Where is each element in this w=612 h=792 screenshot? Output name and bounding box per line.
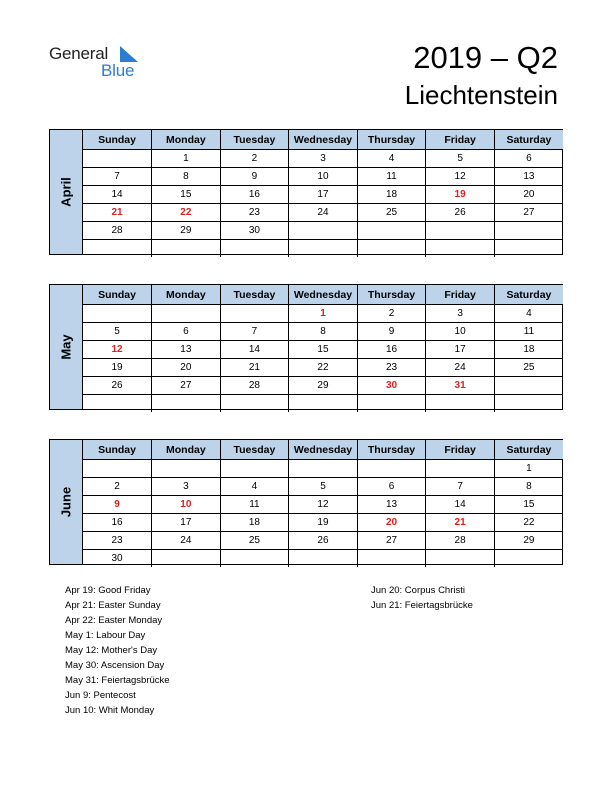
day-cell: 13 — [494, 168, 563, 186]
day-cell: 23 — [220, 204, 289, 222]
day-cell — [426, 395, 495, 413]
day-cell: 1 — [152, 150, 221, 168]
day-cell — [220, 305, 289, 323]
day-cell: 9 — [357, 323, 426, 341]
weekday-header: Wednesday — [289, 440, 358, 460]
week-row — [83, 168, 563, 186]
day-cell: 15 — [494, 496, 563, 514]
day-cell: 20 — [357, 514, 426, 532]
month-name: June — [58, 486, 74, 518]
day-cell — [289, 550, 358, 568]
day-cell: 29 — [152, 222, 221, 240]
day-cell: 17 — [152, 514, 221, 532]
calendar-grid — [83, 285, 563, 412]
day-cell: 25 — [220, 532, 289, 550]
week-row — [83, 305, 563, 323]
day-cell — [152, 395, 221, 413]
day-cell — [83, 240, 152, 258]
day-cell: 26 — [426, 204, 495, 222]
day-cell — [357, 395, 426, 413]
month-calendar-june — [49, 439, 563, 565]
week-row — [83, 323, 563, 341]
weekday-header: Friday — [426, 440, 495, 460]
weekday-header: Saturday — [494, 285, 563, 305]
week-row — [83, 496, 563, 514]
day-cell: 16 — [220, 186, 289, 204]
month-calendar-may — [49, 284, 563, 410]
day-cell: 10 — [289, 168, 358, 186]
day-cell: 18 — [494, 341, 563, 359]
weekday-header: Monday — [152, 130, 221, 150]
holiday-entry: May 12: Mother's Day — [65, 645, 158, 656]
logo-triangle-icon — [120, 46, 138, 62]
month-name: May — [58, 334, 74, 360]
day-cell: 11 — [494, 323, 563, 341]
day-cell — [152, 305, 221, 323]
day-cell: 28 — [426, 532, 495, 550]
day-cell: 24 — [152, 532, 221, 550]
week-row — [83, 204, 563, 222]
day-cell: 26 — [289, 532, 358, 550]
day-cell: 12 — [289, 496, 358, 514]
day-cell: 22 — [152, 204, 221, 222]
weekday-header: Tuesday — [220, 440, 289, 460]
day-cell: 16 — [357, 341, 426, 359]
day-cell — [494, 222, 563, 240]
day-cell: 15 — [289, 341, 358, 359]
day-cell — [357, 222, 426, 240]
week-row — [83, 460, 563, 478]
holiday-list-left — [65, 583, 170, 718]
day-cell: 28 — [83, 222, 152, 240]
month-name: April — [58, 177, 74, 207]
day-cell — [289, 460, 358, 478]
day-cell: 18 — [357, 186, 426, 204]
day-cell: 22 — [289, 359, 358, 377]
day-cell: 5 — [426, 150, 495, 168]
day-cell — [289, 240, 358, 258]
day-cell: 23 — [357, 359, 426, 377]
holiday-entry: Jun 9: Pentecost — [65, 690, 136, 701]
day-cell: 2 — [357, 305, 426, 323]
day-cell: 10 — [152, 496, 221, 514]
holiday-entry: Jun 21: Feiertagsbrücke — [371, 600, 473, 611]
day-cell: 16 — [83, 514, 152, 532]
week-row — [83, 478, 563, 496]
holiday-entry: Apr 21: Easter Sunday — [65, 600, 161, 611]
page-title: 2019 – Q2 — [413, 40, 558, 75]
day-cell — [152, 460, 221, 478]
week-row — [83, 395, 563, 413]
weekday-header: Saturday — [494, 440, 563, 460]
day-cell — [83, 305, 152, 323]
day-cell — [83, 150, 152, 168]
day-cell — [152, 240, 221, 258]
day-cell: 23 — [83, 532, 152, 550]
day-cell — [220, 240, 289, 258]
holiday-entry: Jun 20: Corpus Christi — [371, 585, 465, 596]
day-cell: 8 — [152, 168, 221, 186]
day-cell: 15 — [152, 186, 221, 204]
country-name: Liechtenstein — [404, 80, 558, 110]
day-cell — [357, 550, 426, 568]
day-cell: 25 — [357, 204, 426, 222]
day-cell: 5 — [83, 323, 152, 341]
week-row — [83, 550, 563, 568]
day-cell: 4 — [220, 478, 289, 496]
day-cell: 27 — [494, 204, 563, 222]
day-cell — [83, 395, 152, 413]
day-cell: 1 — [289, 305, 358, 323]
week-row — [83, 150, 563, 168]
day-cell: 25 — [494, 359, 563, 377]
day-cell — [220, 395, 289, 413]
holiday-entry: May 30: Ascension Day — [65, 660, 165, 671]
day-cell — [494, 550, 563, 568]
day-cell: 20 — [494, 186, 563, 204]
holiday-entry: Apr 19: Good Friday — [65, 585, 151, 596]
day-cell: 4 — [494, 305, 563, 323]
week-row — [83, 341, 563, 359]
day-cell — [494, 240, 563, 258]
day-cell: 7 — [220, 323, 289, 341]
day-cell: 29 — [494, 532, 563, 550]
day-cell: 8 — [289, 323, 358, 341]
day-cell — [83, 460, 152, 478]
day-cell: 24 — [426, 359, 495, 377]
weekday-header: Thursday — [357, 285, 426, 305]
day-cell: 14 — [426, 496, 495, 514]
day-cell: 20 — [152, 359, 221, 377]
day-cell — [289, 395, 358, 413]
holiday-entry: May 31: Feiertagsbrücke — [65, 675, 170, 686]
weekday-header: Monday — [152, 285, 221, 305]
day-cell: 2 — [83, 478, 152, 496]
weekday-header: Wednesday — [289, 285, 358, 305]
weekday-header: Tuesday — [220, 285, 289, 305]
day-cell: 27 — [357, 532, 426, 550]
calendar-grid — [83, 130, 563, 257]
day-cell — [289, 222, 358, 240]
day-cell — [426, 222, 495, 240]
logo-general-text: General — [49, 44, 109, 63]
day-cell — [220, 460, 289, 478]
day-cell: 5 — [289, 478, 358, 496]
day-cell — [426, 550, 495, 568]
day-cell: 21 — [426, 514, 495, 532]
day-cell: 14 — [220, 341, 289, 359]
day-cell: 7 — [426, 478, 495, 496]
week-row — [83, 514, 563, 532]
day-cell: 19 — [426, 186, 495, 204]
day-cell: 8 — [494, 478, 563, 496]
weekday-header: Thursday — [357, 440, 426, 460]
day-cell — [426, 460, 495, 478]
month-label — [50, 440, 83, 564]
day-cell: 18 — [220, 514, 289, 532]
day-cell — [220, 550, 289, 568]
logo-blue-text: Blue — [101, 61, 135, 80]
day-cell — [357, 240, 426, 258]
day-cell: 29 — [289, 377, 358, 395]
month-calendar-april — [49, 129, 563, 255]
day-cell: 1 — [494, 460, 563, 478]
weekday-header: Wednesday — [289, 130, 358, 150]
day-cell: 12 — [426, 168, 495, 186]
weekday-header: Friday — [426, 285, 495, 305]
day-cell: 9 — [220, 168, 289, 186]
day-cell: 17 — [426, 341, 495, 359]
day-cell: 30 — [83, 550, 152, 568]
day-cell: 9 — [83, 496, 152, 514]
day-cell — [494, 377, 563, 395]
day-cell: 30 — [220, 222, 289, 240]
weekday-header: Sunday — [83, 130, 152, 150]
day-cell: 26 — [83, 377, 152, 395]
day-cell: 22 — [494, 514, 563, 532]
weekday-header: Sunday — [83, 285, 152, 305]
week-row — [83, 532, 563, 550]
day-cell: 17 — [289, 186, 358, 204]
holiday-entry: Jun 10: Whit Monday — [65, 705, 155, 716]
week-row — [83, 359, 563, 377]
day-cell: 13 — [152, 341, 221, 359]
day-cell — [494, 395, 563, 413]
day-cell: 28 — [220, 377, 289, 395]
calendar-grid — [83, 440, 563, 567]
day-cell: 6 — [152, 323, 221, 341]
week-row — [83, 186, 563, 204]
week-row — [83, 222, 563, 240]
logo — [49, 44, 149, 84]
day-cell: 19 — [83, 359, 152, 377]
day-cell: 13 — [357, 496, 426, 514]
weekday-header: Thursday — [357, 130, 426, 150]
day-cell: 3 — [289, 150, 358, 168]
day-cell: 24 — [289, 204, 358, 222]
day-cell: 27 — [152, 377, 221, 395]
weekday-header: Saturday — [494, 130, 563, 150]
day-cell: 4 — [357, 150, 426, 168]
day-cell — [426, 240, 495, 258]
week-row — [83, 240, 563, 258]
day-cell — [152, 550, 221, 568]
week-row — [83, 377, 563, 395]
day-cell: 11 — [357, 168, 426, 186]
holiday-list-right — [371, 583, 473, 613]
weekday-header: Tuesday — [220, 130, 289, 150]
day-cell: 21 — [220, 359, 289, 377]
weekday-header: Sunday — [83, 440, 152, 460]
day-cell: 6 — [357, 478, 426, 496]
month-label — [50, 130, 83, 254]
holiday-entry: Apr 22: Easter Monday — [65, 615, 163, 626]
day-cell: 10 — [426, 323, 495, 341]
day-cell: 30 — [357, 377, 426, 395]
day-cell: 14 — [83, 186, 152, 204]
day-cell: 12 — [83, 341, 152, 359]
day-cell: 31 — [426, 377, 495, 395]
day-cell: 3 — [152, 478, 221, 496]
weekday-header: Monday — [152, 440, 221, 460]
day-cell: 21 — [83, 204, 152, 222]
day-cell: 6 — [494, 150, 563, 168]
day-cell — [357, 460, 426, 478]
day-cell: 2 — [220, 150, 289, 168]
day-cell: 7 — [83, 168, 152, 186]
month-label — [50, 285, 83, 409]
holiday-entry: May 1: Labour Day — [65, 630, 146, 641]
day-cell: 11 — [220, 496, 289, 514]
day-cell: 19 — [289, 514, 358, 532]
weekday-header: Friday — [426, 130, 495, 150]
day-cell: 3 — [426, 305, 495, 323]
